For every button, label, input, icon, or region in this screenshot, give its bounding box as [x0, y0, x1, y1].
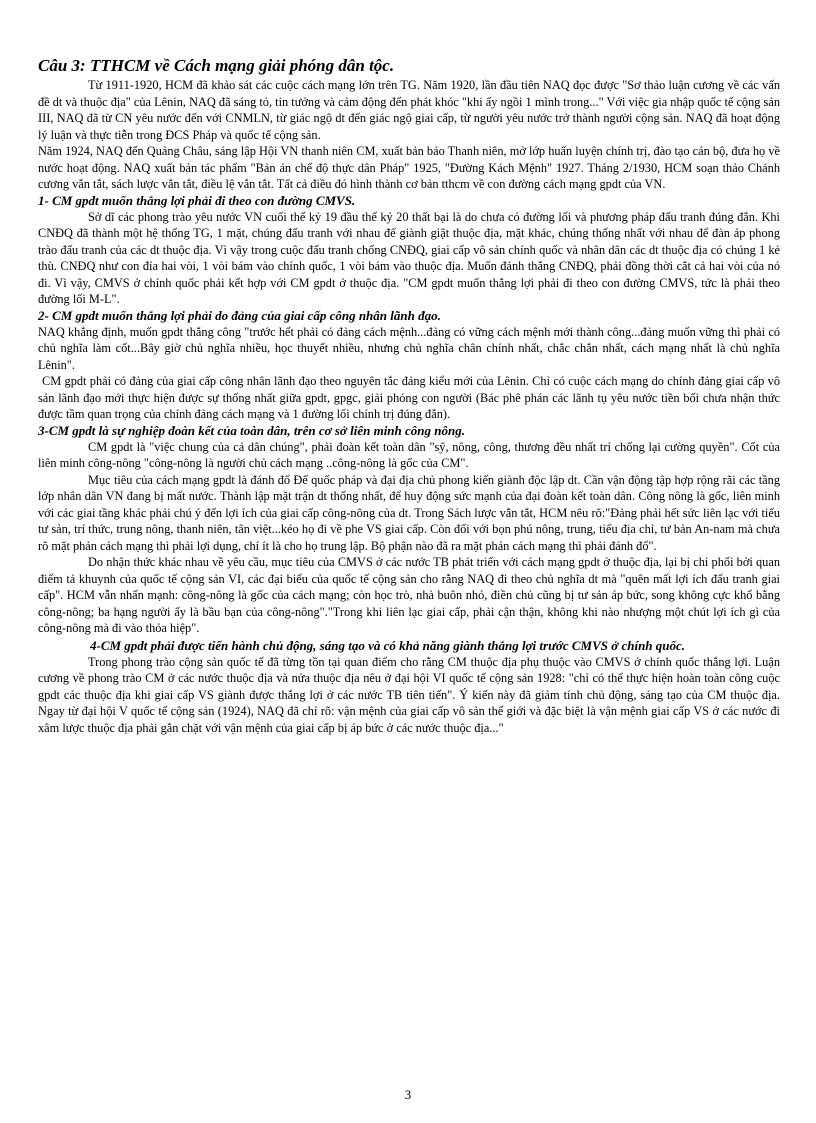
section-1-heading: 1- CM gpdt muốn thắng lợi phải đi theo con đường CMVS. [38, 192, 356, 208]
section-4-paragraph-1: Trong phong trào cộng sản quốc tế đã từng tồn tại quan điểm cho rằng CM thuộc địa phụ thuộc vào CMVS ở chính quốc thắng lợi. Luận cương về phong trào CM ở các nước thuộc địa và nửa thuộc địa nêu ở đại hội VI quốc tế cộng sản 1928: "chỉ có thể thực hiện hoàn toàn công cuộc gpdt các thuộc địa khi giai cấp VS giành được thắng lợi ở các nước TB tiên tiến". Ý kiến này đã giảm tính chủ động, sáng tạo của CM thuộc địa. Ngay từ đại hội V quốc tế cộng sản (1924), NAQ đã chỉ rõ: vận mệnh của giai cấp vô sản thế giới và đặc biệt là vận mệnh giai cấp VS ở các nước đi xâm lược thuộc địa phải gắn chặt với vận mệnh của giai cấp bị áp bức ở các nước thuộc địa..." [38, 654, 780, 735]
section-3-paragraph-3: Do nhận thức khác nhau về yêu cầu, mục tiêu của CMVS ở các nước TB phát triển với cách mạng gpdt ở thuộc địa, lại bị chi phối bởi quan điểm tả khuynh của quốc tế cộng sản VI, các đại biểu của quốc tế cộng sản cho rằng NAQ đi theo chủ nghĩa dt mà "quên mất lợi ích đấu tranh giai cấp". HCM vẫn nhấn mạnh: công-nông là gốc của cách mạng; còn học trò, nhà buôn nhỏ, điền chủ cũng bị tư sản áp bức, song không cực khổ bằng công-nông; ba hạng người ấy là bầu bạn của công-nông"."Trong khi liên lạc giai cấp, phải cận thận, không khi nào nhượng một chút lợi ích gì của công-nông mà đi vào thỏa hiệp". [38, 555, 780, 635]
section-3-paragraph-2: Mục tiêu của cách mạng gpdt là đánh đổ Đế quốc pháp và đại địa chủ phong kiến giành độc lập dt. Cần vận động tập hợp rộng rãi các tầng lớp nhân dân VN đang bị mất nước. Thành lập mặt trận dt thống nhất, để huy động sức mạnh của đại đoàn kết toàn dân. Công nông là gốc, liên minh với các giai tầng khác phải chú ý đến lợi ích của giai cấp công-nông của dt. Trong Sách lược vắn tắt, HCM nêu rõ:"Đảng phải hết sức liên lạc với tiểu tư sản, trí thức, trung nông, thanh niên, tân việt...kéo họ đi về phe VS giai cấp. Còn đối với bọn phú nông, trung, tiểu địa chỉ, tư bản An-nam mà chưa rõ mặt phản cách mạng thì phải lợi dụng, chí ít là cho họ trung lập. Bộ phận nào đã ra mặt phản cách mạng thì phải đánh đổ". [38, 472, 780, 553]
document-title: Câu 3: TTHCM về Cách mạng giải phóng dân tộc. [38, 56, 395, 75]
document-page [38, 56, 780, 736]
section-3-heading: 3-CM gpdt là sự nghiệp đoàn kết của toàn dân, trên cơ sở liên minh công nông. [38, 422, 465, 438]
section-1-paragraph-1: Sở dĩ các phong trào yêu nước VN cuối thế kỷ 19 đầu thế kỷ 20 thất bại là do chưa có đường lối và phương pháp đấu tranh đúng đắn. Khi CNĐQ đã thành một hệ thống TG, 1 mặt, chúng đấu tranh với nhau để giành giật thuộc địa, mặt khác, chúng thống nhất với nhau để đàn áp phong trào đấu tranh của các dt thuộc địa. Vì vậy trong cuộc đấu tranh chống CNĐQ, giai cấp vô sản chính quốc và nhân dân các dt thuộc địa có chúng 1 kẻ thù. CNĐQ như con đỉa hai vòi, 1 vòi bám vào chính quốc, 1 vòi bám vào thuộc địa. Muốn đánh thắng CNĐQ, phải đồng thời cắt cả hai vòi của nó đi. Vì vậy, CMVS ở chính quốc phải kết hợp với CM gpdt ở thuộc địa. "CM gpdt muốn thắng lợi phải đi theo con đường CMVS, tức là phải theo đường lối M-L". [38, 209, 780, 306]
section-2-paragraph-1: NAQ khẳng định, muốn gpdt thắng công "trước hết phải có đảng cách mệnh...đảng có vững cách mệnh mới thành công...đảng muốn vững thì phải có chủ nghĩa làm cốt...Bây giờ chủ nghĩa nhiều, học thuyết nhiều, nhưng chủ nghĩa chân chính nhất, chắc chắn nhất, cách mạng nhất là chủ nghĩa Lênin". [38, 324, 780, 372]
page-number: 3 [404, 1087, 412, 1102]
intro-paragraph-2: Năm 1924, NAQ đến Quảng Châu, sáng lập Hội VN thanh niên CM, xuất bản báo Thanh niên, mở lớp huấn luyện chính trị, đào tạo cán bộ, đưa họ về nước hoạt động. NAQ xuất bản tác phẩm "Bản án chế độ thực dân Pháp" 1925, "Đường Kách Mệnh" 1927. Tháng 2/1930, HCM soạn thảo Chánh cương vắn tắt, sách lược vắn tắt, điều lệ vắn tắt. Tất cả điều đó hình thành cơ bản tthcm về con đường cách mạng gpdt của VN. [38, 144, 780, 191]
section-3-paragraph-1: CM gpdt là "việc chung của cả dân chúng", phải đoàn kết toàn dân "sỹ, nông, công, thương đều nhất trí chống lại cường quyền". Cốt của liên minh công-nông "công-nông là người chủ cách mạng ..công-nông là gốc của CM". [38, 439, 780, 470]
section-2-paragraph-2: CM gpdt phải có đảng của giai cấp công nhân lãnh đạo theo nguyên tắc đảng kiểu mới của Lênin. Chỉ có cuộc cách mạng do chính đảng giai cấp vô sản lãnh đạo mới thực hiện được sự thống nhất giữa gpdt, gpgc, giải phóng con người (Bác phê phán các lãnh tụ yêu nước tiền bối chưa nhận thức được tầm quan trọng của chính đảng cách mạng và 1 đường lối chính trị đúng đắn). [38, 374, 780, 421]
intro-paragraph-1: Từ 1911-1920, HCM đã khảo sát các cuộc cách mạng lớn trên TG. Năm 1920, lần đầu tiên NAQ đọc được "Sơ thảo luận cương về các vấn đề dt và thuộc địa" của Lênin, NAQ đã sáng tỏ, tin tưởng và cảm động đến phát khóc "khi ấy ngồi 1 mình trong..." Với việc gia nhập quốc tế cộng sản III, NAQ đã từ CN yêu nước đến với CNMLN, từ giác ngộ dt đến giác ngộ giai cấp, từ người yêu nước trở thành người cộng sản. NAQ đã hoạt động lý luận và thực tiễn trong ĐCS Pháp và quốc tế cộng sản. [38, 78, 780, 142]
section-2-heading: 2- CM gpdt muốn thắng lợi phải do đảng của giai cấp công nhân lãnh đạo. [38, 307, 441, 323]
section-4-heading: 4-CM gpdt phải được tiến hành chủ động, sáng tạo và có khả năng giành thắng lợi trước CMVS ở chính quốc. [90, 637, 686, 653]
